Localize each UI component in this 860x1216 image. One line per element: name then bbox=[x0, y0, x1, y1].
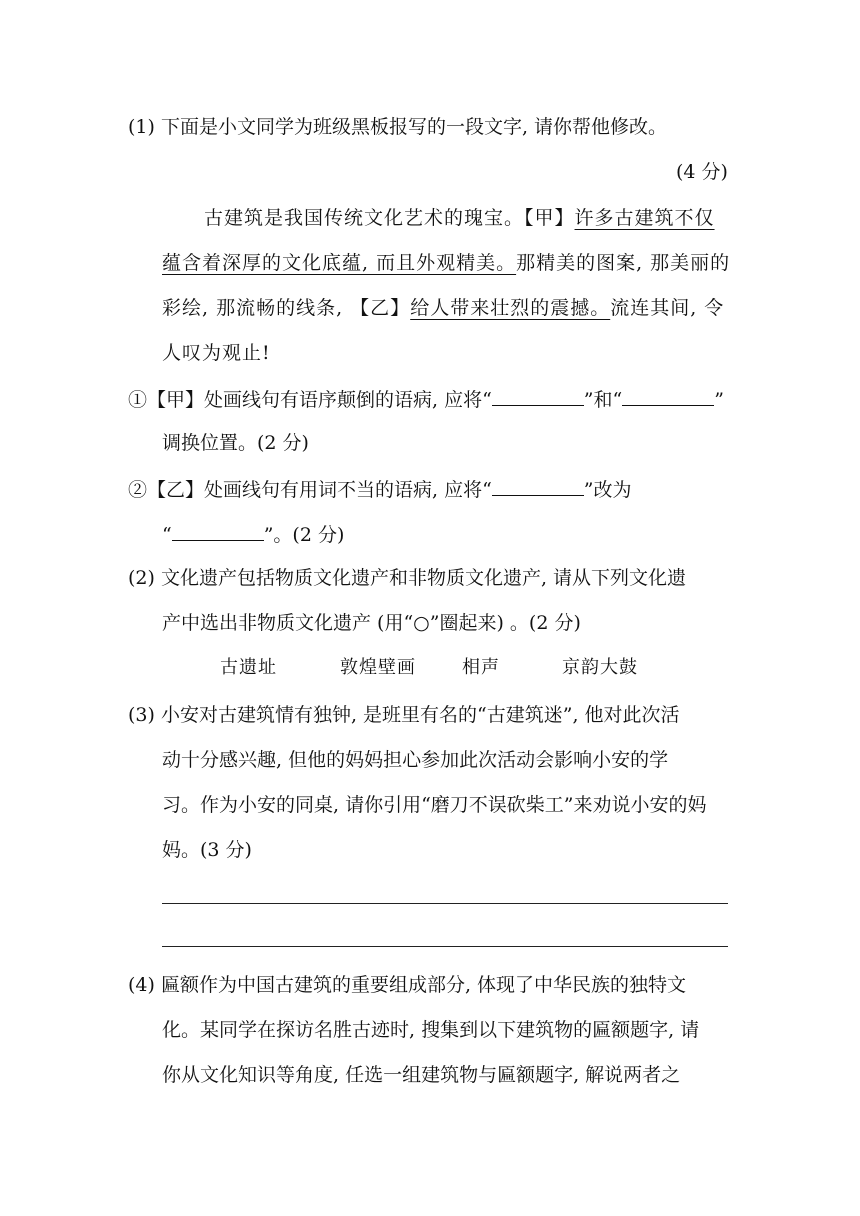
q1-sub1-line-2: 调换位置。(2 分) bbox=[162, 432, 309, 454]
sub1-joiner: ”和“ bbox=[583, 389, 623, 411]
q2-options bbox=[0, 653, 860, 683]
q4-line-1: (4) 匾额作为中国古建筑的重要组成部分, 体现了中华民族的独特文 bbox=[128, 974, 687, 996]
q1-passage-line-2 bbox=[162, 248, 742, 278]
option-dunhuang-murals[interactable]: 敦煌壁画 bbox=[340, 657, 416, 678]
q3-line-1: (3) 小安对古建筑情有独钟, 是班里有名的“古建筑迷”, 他对此次活 bbox=[128, 704, 680, 726]
passage-text: 流连其间, 令 bbox=[610, 297, 725, 319]
sub1-close: ” bbox=[714, 389, 724, 411]
underlined-sentence-jia: 许多古建筑不仅 bbox=[574, 207, 715, 229]
passage-text: 那精美的图案, 那美丽的 bbox=[516, 252, 731, 274]
underlined-sentence-jia-cont: 蕴含着深厚的文化底蕴, 而且外观精美。 bbox=[162, 252, 517, 274]
q3-line-2: 动十分感兴趣, 但他的妈妈担心参加此次活动会影响小安的学 bbox=[162, 749, 669, 771]
q1-passage-line-3 bbox=[162, 293, 742, 323]
q1-sub2-line-2 bbox=[162, 518, 462, 550]
option-ancient-site[interactable]: 古遗址 bbox=[220, 657, 277, 678]
q2-line-2: 产中选出非物质文化遗产 (用“○”圈起来) 。(2 分) bbox=[162, 612, 581, 634]
answer-line-1[interactable] bbox=[162, 903, 728, 904]
mark-jia: 【甲】 bbox=[524, 207, 575, 229]
underlined-sentence-yi: 给人带来壮烈的震撼。 bbox=[410, 297, 611, 319]
sub1-prompt: ①【甲】处画线句有语序颠倒的语病, 应将“ bbox=[128, 389, 492, 411]
q1-passage-line-1 bbox=[204, 203, 744, 233]
answer-blank-4[interactable] bbox=[172, 518, 264, 541]
q4-line-2: 化。某同学在探访名胜古迹时, 搜集到以下建筑物的匾额题字, 请 bbox=[162, 1019, 700, 1041]
option-jingyun-dagu[interactable]: 京韵大鼓 bbox=[562, 657, 638, 678]
q1-points: (4 分) bbox=[676, 161, 728, 183]
q3-line-3: 习。作为小安的同桌, 请你引用“磨刀不误砍柴工”来劝说小安的妈 bbox=[162, 794, 707, 816]
sub2-close: ”。(2 分) bbox=[263, 524, 345, 546]
q1-passage-line-4: 人叹为观止! bbox=[162, 342, 271, 364]
q1-sub1 bbox=[128, 383, 748, 415]
passage-text: 古建筑是我国传统文化艺术的瑰宝。 bbox=[204, 207, 525, 229]
q1-sub2 bbox=[128, 473, 748, 505]
option-crosstalk[interactable]: 相声 bbox=[462, 657, 500, 678]
passage-text: 彩绘, 那流畅的线条, bbox=[162, 297, 351, 319]
mark-yi: 【乙】 bbox=[350, 297, 411, 319]
sub2-open: “ bbox=[162, 524, 172, 546]
q2-line-1: (2) 文化遗产包括物质文化遗产和非物质文化遗产, 请从下列文化遗 bbox=[128, 567, 687, 589]
q4-line-3: 你从文化知识等角度, 任选一组建筑物与匾额题字, 解说两者之 bbox=[162, 1064, 681, 1086]
answer-blank-1[interactable] bbox=[492, 383, 584, 406]
answer-line-2[interactable] bbox=[162, 946, 728, 947]
q1-title: (1) 下面是小文同学为班级黑板报写的一段文字, 请你帮他修改。 bbox=[128, 116, 668, 138]
sub2-joiner: ”改为 bbox=[583, 479, 632, 501]
sub2-prompt: ②【乙】处画线句有用词不当的语病, 应将“ bbox=[128, 479, 492, 501]
answer-blank-2[interactable] bbox=[622, 383, 714, 406]
q3-line-4: 妈。(3 分) bbox=[162, 839, 252, 861]
answer-blank-3[interactable] bbox=[492, 473, 584, 496]
